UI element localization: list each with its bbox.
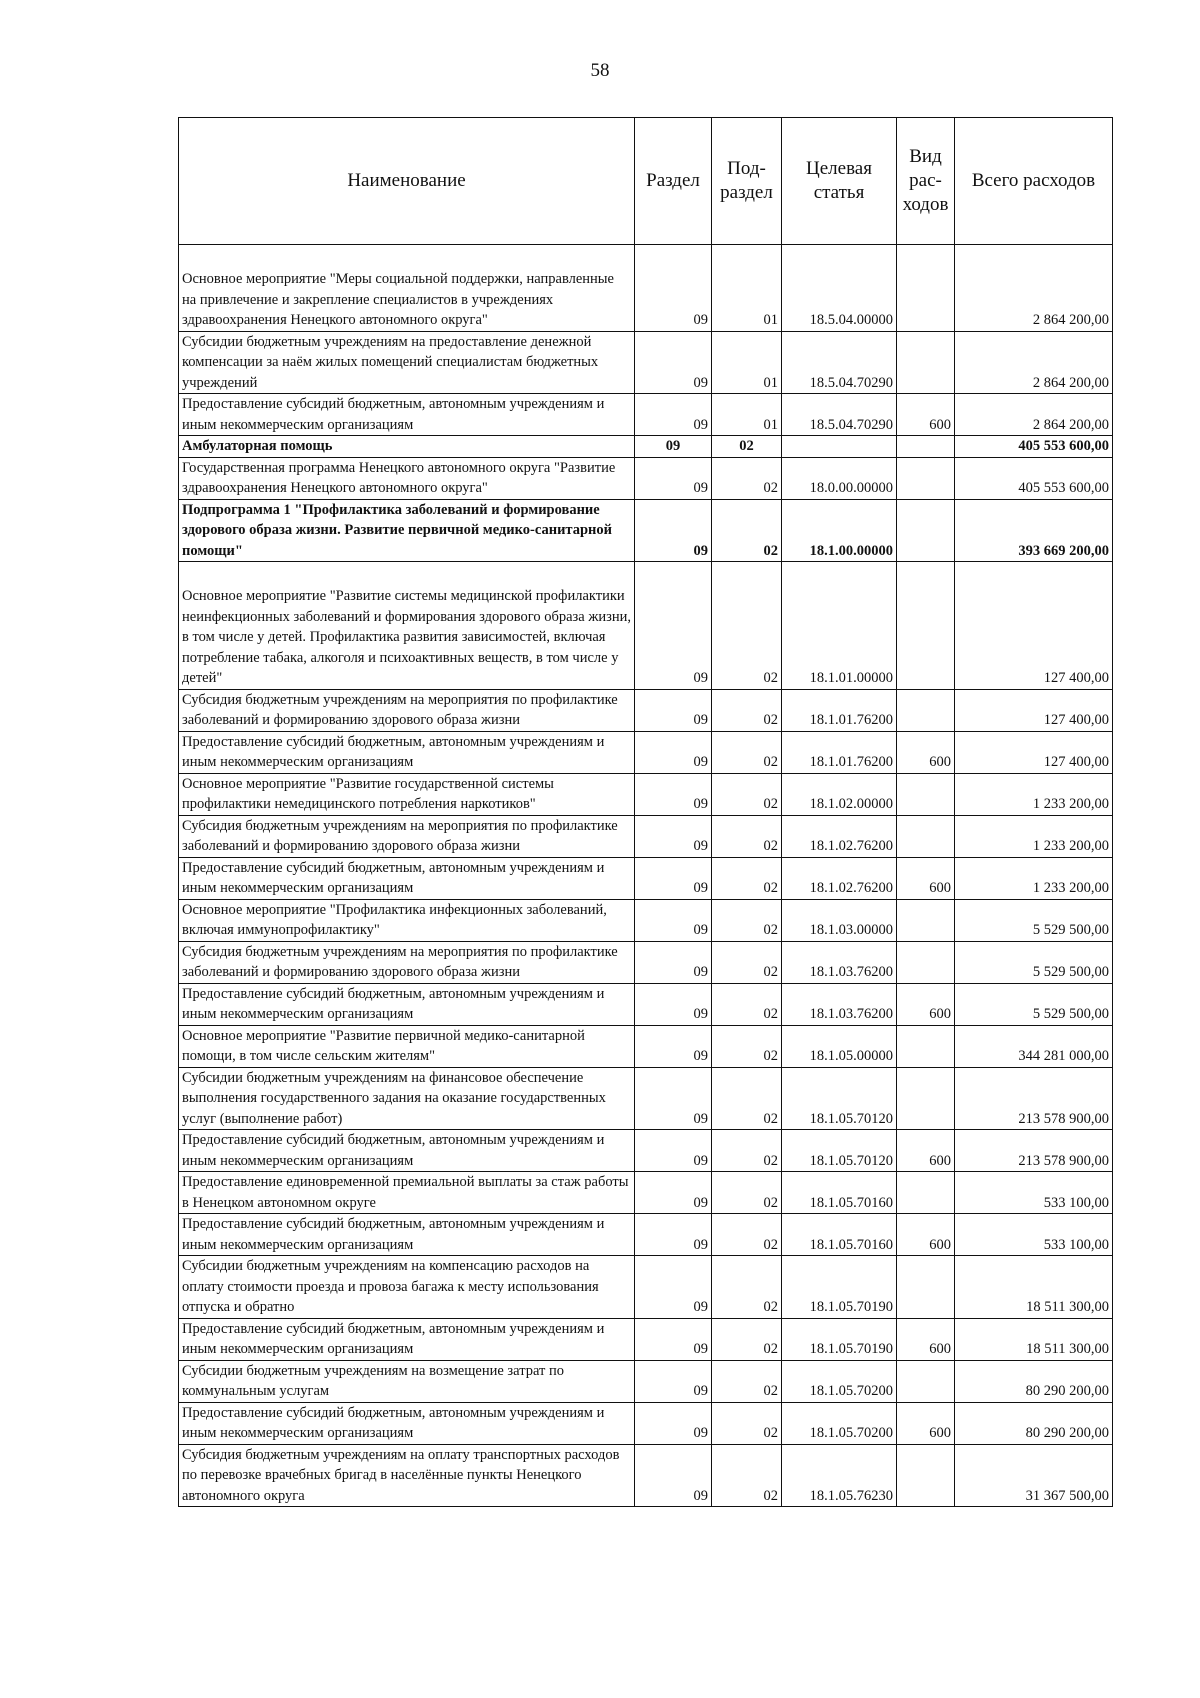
row-name: Предоставление субсидий бюджетным, автономным учреждениям и иным некоммерческим организациям xyxy=(179,1130,635,1172)
table-row xyxy=(179,1360,1113,1402)
row-subsection: 02 xyxy=(712,731,782,773)
row-type: 600 xyxy=(897,983,955,1025)
row-type xyxy=(897,1067,955,1130)
row-section: 09 xyxy=(635,1318,712,1360)
header-name: Наименование xyxy=(179,118,635,245)
row-section: 09 xyxy=(635,1360,712,1402)
row-target: 18.5.04.70290 xyxy=(782,394,897,436)
row-name: Субсидии бюджетным учреждениям на возмещение затрат по коммунальным услугам xyxy=(179,1360,635,1402)
row-name: Основное мероприятие "Развитие первичной медико-санитарной помощи, в том числе сельским жителям" xyxy=(179,1025,635,1067)
table-row xyxy=(179,1172,1113,1214)
row-amount: 1 233 200,00 xyxy=(955,773,1113,815)
row-amount: 2 864 200,00 xyxy=(955,245,1113,332)
row-type xyxy=(897,245,955,332)
row-subsection: 02 xyxy=(712,689,782,731)
row-subsection: 01 xyxy=(712,331,782,394)
row-target: 18.1.01.76200 xyxy=(782,689,897,731)
row-subsection: 02 xyxy=(712,1318,782,1360)
row-type xyxy=(897,1444,955,1507)
table-row xyxy=(179,562,1113,690)
row-target: 18.1.05.76230 xyxy=(782,1444,897,1507)
table-row xyxy=(179,731,1113,773)
row-amount: 18 511 300,00 xyxy=(955,1318,1113,1360)
row-amount: 213 578 900,00 xyxy=(955,1130,1113,1172)
row-subsection: 02 xyxy=(712,1360,782,1402)
table-row xyxy=(179,499,1113,562)
row-section: 09 xyxy=(635,983,712,1025)
row-type xyxy=(897,1360,955,1402)
row-target: 18.1.05.70120 xyxy=(782,1130,897,1172)
row-type: 600 xyxy=(897,1402,955,1444)
row-section: 09 xyxy=(635,436,712,458)
table-row xyxy=(179,857,1113,899)
table-row xyxy=(179,1130,1113,1172)
row-name: Субсидия бюджетным учреждениям на мероприятия по профилактике заболеваний и формированию здорового образа жизни xyxy=(179,689,635,731)
table-row xyxy=(179,815,1113,857)
row-target: 18.1.03.76200 xyxy=(782,983,897,1025)
row-name: Предоставление субсидий бюджетным, автономным учреждениям и иным некоммерческим организациям xyxy=(179,857,635,899)
table-row xyxy=(179,1318,1113,1360)
row-subsection: 02 xyxy=(712,562,782,690)
row-type xyxy=(897,1256,955,1319)
row-subsection: 02 xyxy=(712,1402,782,1444)
row-amount: 1 233 200,00 xyxy=(955,857,1113,899)
row-name: Предоставление субсидий бюджетным, автономным учреждениям и иным некоммерческим организациям xyxy=(179,983,635,1025)
table-row xyxy=(179,394,1113,436)
row-type xyxy=(897,815,955,857)
table-row xyxy=(179,983,1113,1025)
row-type: 600 xyxy=(897,731,955,773)
table-row xyxy=(179,1214,1113,1256)
row-name: Предоставление субсидий бюджетным, автономным учреждениям и иным некоммерческим организациям xyxy=(179,731,635,773)
row-name: Субсидия бюджетным учреждениям на мероприятия по профилактике заболеваний и формированию здорового образа жизни xyxy=(179,941,635,983)
row-amount: 80 290 200,00 xyxy=(955,1360,1113,1402)
row-target: 18.1.03.76200 xyxy=(782,941,897,983)
row-subsection: 02 xyxy=(712,773,782,815)
row-subsection: 02 xyxy=(712,1130,782,1172)
row-amount: 2 864 200,00 xyxy=(955,394,1113,436)
row-section: 09 xyxy=(635,1130,712,1172)
row-section: 09 xyxy=(635,857,712,899)
row-subsection: 02 xyxy=(712,1256,782,1319)
row-name: Основное мероприятие "Развитие системы медицинской профилактики неинфекционных заболеваний и формирования здорового образа жизни, в том числе у детей. Профилактика развития зависимостей, включая потребление табака, алкоголя и психоактивных веществ, в том числе у детей" xyxy=(179,562,635,690)
row-target: 18.1.05.70190 xyxy=(782,1318,897,1360)
row-name: Амбулаторная помощь xyxy=(179,436,635,458)
row-section: 09 xyxy=(635,394,712,436)
row-amount: 5 529 500,00 xyxy=(955,899,1113,941)
row-section: 09 xyxy=(635,773,712,815)
table-row xyxy=(179,457,1113,499)
row-name: Основное мероприятие "Профилактика инфекционных заболеваний, включая иммунопрофилактику" xyxy=(179,899,635,941)
row-target: 18.1.00.00000 xyxy=(782,499,897,562)
row-name: Субсидии бюджетным учреждениям на компенсацию расходов на оплату стоимости проезда и провоза багажа к месту использования отпуска и обратно xyxy=(179,1256,635,1319)
header-section: Раздел xyxy=(635,118,712,245)
row-name: Субсидия бюджетным учреждениям на оплату транспортных расходов по перевозке врачебных бригад в населённые пункты Ненецкого автономного округа xyxy=(179,1444,635,1507)
row-name: Предоставление субсидий бюджетным, автономным учреждениям и иным некоммерческим организациям xyxy=(179,1318,635,1360)
row-name: Предоставление субсидий бюджетным, автономным учреждениям и иным некоммерческим организациям xyxy=(179,1214,635,1256)
row-type: 600 xyxy=(897,1318,955,1360)
row-subsection: 02 xyxy=(712,941,782,983)
row-amount: 533 100,00 xyxy=(955,1172,1113,1214)
row-section: 09 xyxy=(635,815,712,857)
row-subsection: 02 xyxy=(712,1172,782,1214)
row-subsection: 02 xyxy=(712,1214,782,1256)
row-target: 18.1.05.70190 xyxy=(782,1256,897,1319)
row-name: Предоставление единовременной премиальной выплаты за стаж работы в Ненецком автономном округе xyxy=(179,1172,635,1214)
header-type: Вид рас-ходов xyxy=(897,118,955,245)
row-subsection: 02 xyxy=(712,436,782,458)
row-amount: 127 400,00 xyxy=(955,731,1113,773)
row-amount: 1 233 200,00 xyxy=(955,815,1113,857)
row-amount: 213 578 900,00 xyxy=(955,1067,1113,1130)
row-subsection: 02 xyxy=(712,857,782,899)
row-section: 09 xyxy=(635,941,712,983)
table-row xyxy=(179,1402,1113,1444)
row-amount: 18 511 300,00 xyxy=(955,1256,1113,1319)
row-name: Основное мероприятие "Меры социальной поддержки, направленные на привлечение и закрепление специалистов в учреждениях здравоохранения Ненецкого автономного округа" xyxy=(179,245,635,332)
table-row xyxy=(179,436,1113,458)
row-subsection: 02 xyxy=(712,983,782,1025)
row-target xyxy=(782,436,897,458)
table-row xyxy=(179,245,1113,332)
row-type: 600 xyxy=(897,1214,955,1256)
row-amount: 127 400,00 xyxy=(955,562,1113,690)
header-target: Целевая статья xyxy=(782,118,897,245)
row-target: 18.5.04.70290 xyxy=(782,331,897,394)
row-name: Субсидии бюджетным учреждениям на финансовое обеспечение выполнения государственного задания на оказание государственных услуг (выполнение работ) xyxy=(179,1067,635,1130)
row-name: Подпрограмма 1 "Профилактика заболеваний и формирование здорового образа жизни. Развитие первичной медико-санитарной помощи" xyxy=(179,499,635,562)
row-amount: 405 553 600,00 xyxy=(955,457,1113,499)
table-row xyxy=(179,1025,1113,1067)
table-row xyxy=(179,899,1113,941)
row-section: 09 xyxy=(635,457,712,499)
table-row xyxy=(179,941,1113,983)
row-target: 18.1.05.70160 xyxy=(782,1172,897,1214)
row-target: 18.1.03.00000 xyxy=(782,899,897,941)
row-type xyxy=(897,499,955,562)
row-amount: 80 290 200,00 xyxy=(955,1402,1113,1444)
row-amount: 344 281 000,00 xyxy=(955,1025,1113,1067)
row-subsection: 01 xyxy=(712,245,782,332)
row-section: 09 xyxy=(635,1067,712,1130)
row-amount: 405 553 600,00 xyxy=(955,436,1113,458)
row-section: 09 xyxy=(635,245,712,332)
row-type xyxy=(897,941,955,983)
row-name: Предоставление субсидий бюджетным, автономным учреждениям и иным некоммерческим организациям xyxy=(179,394,635,436)
row-name: Предоставление субсидий бюджетным, автономным учреждениям и иным некоммерческим организациям xyxy=(179,1402,635,1444)
row-section: 09 xyxy=(635,331,712,394)
table-row xyxy=(179,331,1113,394)
row-name: Субсидия бюджетным учреждениям на мероприятия по профилактике заболеваний и формированию здорового образа жизни xyxy=(179,815,635,857)
row-target: 18.1.05.70200 xyxy=(782,1360,897,1402)
row-type xyxy=(897,1172,955,1214)
row-amount: 5 529 500,00 xyxy=(955,983,1113,1025)
row-section: 09 xyxy=(635,899,712,941)
row-target: 18.1.05.70160 xyxy=(782,1214,897,1256)
row-amount: 5 529 500,00 xyxy=(955,941,1113,983)
row-subsection: 02 xyxy=(712,899,782,941)
table-row xyxy=(179,1444,1113,1507)
row-amount: 393 669 200,00 xyxy=(955,499,1113,562)
row-subsection: 02 xyxy=(712,1067,782,1130)
row-target: 18.1.05.70200 xyxy=(782,1402,897,1444)
row-amount: 2 864 200,00 xyxy=(955,331,1113,394)
row-section: 09 xyxy=(635,1172,712,1214)
row-section: 09 xyxy=(635,499,712,562)
row-type: 600 xyxy=(897,1130,955,1172)
table-row xyxy=(179,689,1113,731)
row-target: 18.1.02.00000 xyxy=(782,773,897,815)
page-number: 58 xyxy=(590,60,610,81)
row-name: Субсидии бюджетным учреждениям на предоставление денежной компенсации за наём жилых помещений специалистам бюджетных учреждений xyxy=(179,331,635,394)
row-subsection: 02 xyxy=(712,499,782,562)
row-target: 18.1.02.76200 xyxy=(782,815,897,857)
row-type xyxy=(897,331,955,394)
row-target: 18.1.05.70120 xyxy=(782,1067,897,1130)
row-section: 09 xyxy=(635,1256,712,1319)
row-subsection: 02 xyxy=(712,1444,782,1507)
row-section: 09 xyxy=(635,1444,712,1507)
row-type xyxy=(897,436,955,458)
row-subsection: 01 xyxy=(712,394,782,436)
table-row xyxy=(179,1067,1113,1130)
row-section: 09 xyxy=(635,1402,712,1444)
row-type xyxy=(897,562,955,690)
table-row xyxy=(179,773,1113,815)
row-type xyxy=(897,689,955,731)
row-type xyxy=(897,899,955,941)
row-subsection: 02 xyxy=(712,1025,782,1067)
row-amount: 127 400,00 xyxy=(955,689,1113,731)
row-section: 09 xyxy=(635,689,712,731)
row-target: 18.5.04.00000 xyxy=(782,245,897,332)
row-name: Государственная программа Ненецкого автономного округа "Развитие здравоохранения Ненецкого автономного округа" xyxy=(179,457,635,499)
row-target: 18.1.05.00000 xyxy=(782,1025,897,1067)
row-target: 18.1.01.76200 xyxy=(782,731,897,773)
row-target: 18.0.00.00000 xyxy=(782,457,897,499)
row-amount: 533 100,00 xyxy=(955,1214,1113,1256)
row-section: 09 xyxy=(635,562,712,690)
budget-table xyxy=(178,117,1113,1507)
row-target: 18.1.01.00000 xyxy=(782,562,897,690)
header-total: Всего расходов xyxy=(955,118,1113,245)
row-amount: 31 367 500,00 xyxy=(955,1444,1113,1507)
row-section: 09 xyxy=(635,731,712,773)
row-type xyxy=(897,457,955,499)
table-header-row xyxy=(179,118,1113,245)
row-target: 18.1.02.76200 xyxy=(782,857,897,899)
row-type xyxy=(897,773,955,815)
row-section: 09 xyxy=(635,1214,712,1256)
table-row xyxy=(179,1256,1113,1319)
row-subsection: 02 xyxy=(712,815,782,857)
row-section: 09 xyxy=(635,1025,712,1067)
row-name: Основное мероприятие "Развитие государственной системы профилактики немедицинского потребления наркотиков" xyxy=(179,773,635,815)
row-type: 600 xyxy=(897,857,955,899)
row-type: 600 xyxy=(897,394,955,436)
row-type xyxy=(897,1025,955,1067)
header-subsection: Под-раздел xyxy=(712,118,782,245)
row-subsection: 02 xyxy=(712,457,782,499)
